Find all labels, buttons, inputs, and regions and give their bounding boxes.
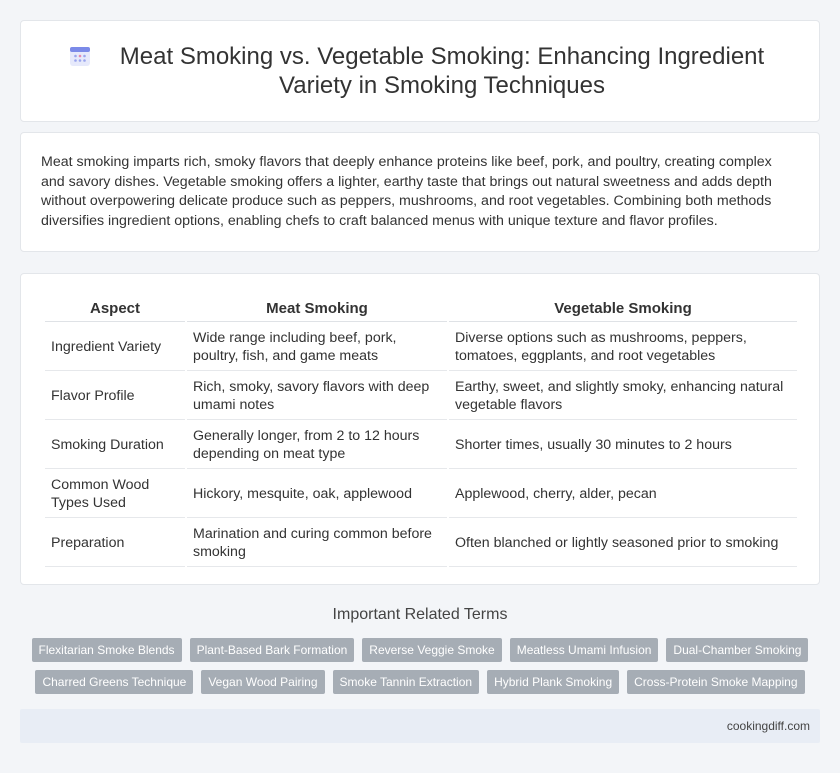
footer-site-link[interactable]: cookingdiff.com	[726, 719, 810, 733]
related-term-tag[interactable]: Flexitarian Smoke Blends	[32, 638, 182, 662]
cell-aspect: Preparation	[45, 520, 185, 567]
table-row	[45, 422, 797, 469]
footer	[20, 709, 820, 743]
title-card	[20, 20, 820, 122]
cell-vegetable: Applewood, cherry, alder, pecan	[449, 471, 797, 518]
cell-meat: Wide range including beef, pork, poultry, fish, and game meats	[187, 324, 447, 371]
cell-meat: Marination and curing common before smoking	[187, 520, 447, 567]
comparison-table	[43, 294, 799, 569]
title-wrap	[21, 21, 819, 121]
related-term-tag[interactable]: Smoke Tannin Extraction	[333, 670, 480, 694]
page-title: Meat Smoking vs. Vegetable Smoking: Enhancing Ingredient Variety in Smoking Techniques	[119, 43, 765, 99]
header-aspect: Aspect	[45, 296, 185, 322]
cell-aspect: Smoking Duration	[45, 422, 185, 469]
summary-card	[20, 132, 820, 252]
cell-meat: Rich, smoky, savory flavors with deep umami notes	[187, 373, 447, 420]
cell-meat: Generally longer, from 2 to 12 hours depending on meat type	[187, 422, 447, 469]
table-row	[45, 471, 797, 518]
table-row	[45, 373, 797, 420]
related-term-tag[interactable]: Reverse Veggie Smoke	[362, 638, 501, 662]
related-term-tag[interactable]: Vegan Wood Pairing	[201, 670, 324, 694]
table-row	[45, 520, 797, 567]
calendar-icon	[68, 44, 92, 68]
cell-vegetable: Earthy, sweet, and slightly smoky, enhancing natural vegetable flavors	[449, 373, 797, 420]
cell-aspect: Ingredient Variety	[45, 324, 185, 371]
related-term-tag[interactable]: Hybrid Plank Smoking	[487, 670, 619, 694]
table-row	[45, 324, 797, 371]
cell-vegetable: Shorter times, usually 30 minutes to 2 hours	[449, 422, 797, 469]
header-meat-smoking: Meat Smoking	[187, 296, 447, 322]
cell-vegetable: Often blanched or lightly seasoned prior to smoking	[449, 520, 797, 567]
related-terms-list	[20, 638, 820, 694]
related-terms-title: Important Related Terms	[332, 606, 508, 623]
table-header-row	[45, 296, 797, 322]
header-vegetable-smoking: Vegetable Smoking	[449, 296, 797, 322]
table-card	[20, 273, 820, 585]
related-term-tag[interactable]: Charred Greens Technique	[35, 670, 193, 694]
cell-meat: Hickory, mesquite, oak, applewood	[187, 471, 447, 518]
related-term-tag[interactable]: Plant-Based Bark Formation	[190, 638, 355, 662]
summary-text: Meat smoking imparts rich, smoky flavors that deeply enhance proteins like beef, pork, and poultry, creating complex and savory dishes. Vegetable smoking offers a lighter, earthy taste that brings out natural sweetness and adds depth without overpowering delicate produce such as peppers, mushrooms, and root vegetables. Combining both methods diversifies ingredient options, enabling chefs to craft balanced menus with unique texture and flavor profiles.	[41, 154, 772, 229]
related-term-tag[interactable]: Meatless Umami Infusion	[510, 638, 659, 662]
related-term-tag[interactable]: Cross-Protein Smoke Mapping	[627, 670, 804, 694]
related-term-tag[interactable]: Dual-Chamber Smoking	[666, 638, 808, 662]
cell-aspect: Flavor Profile	[45, 373, 185, 420]
cell-aspect: Common Wood Types Used	[45, 471, 185, 518]
cell-vegetable: Diverse options such as mushrooms, peppers, tomatoes, eggplants, and root vegetables	[449, 324, 797, 371]
